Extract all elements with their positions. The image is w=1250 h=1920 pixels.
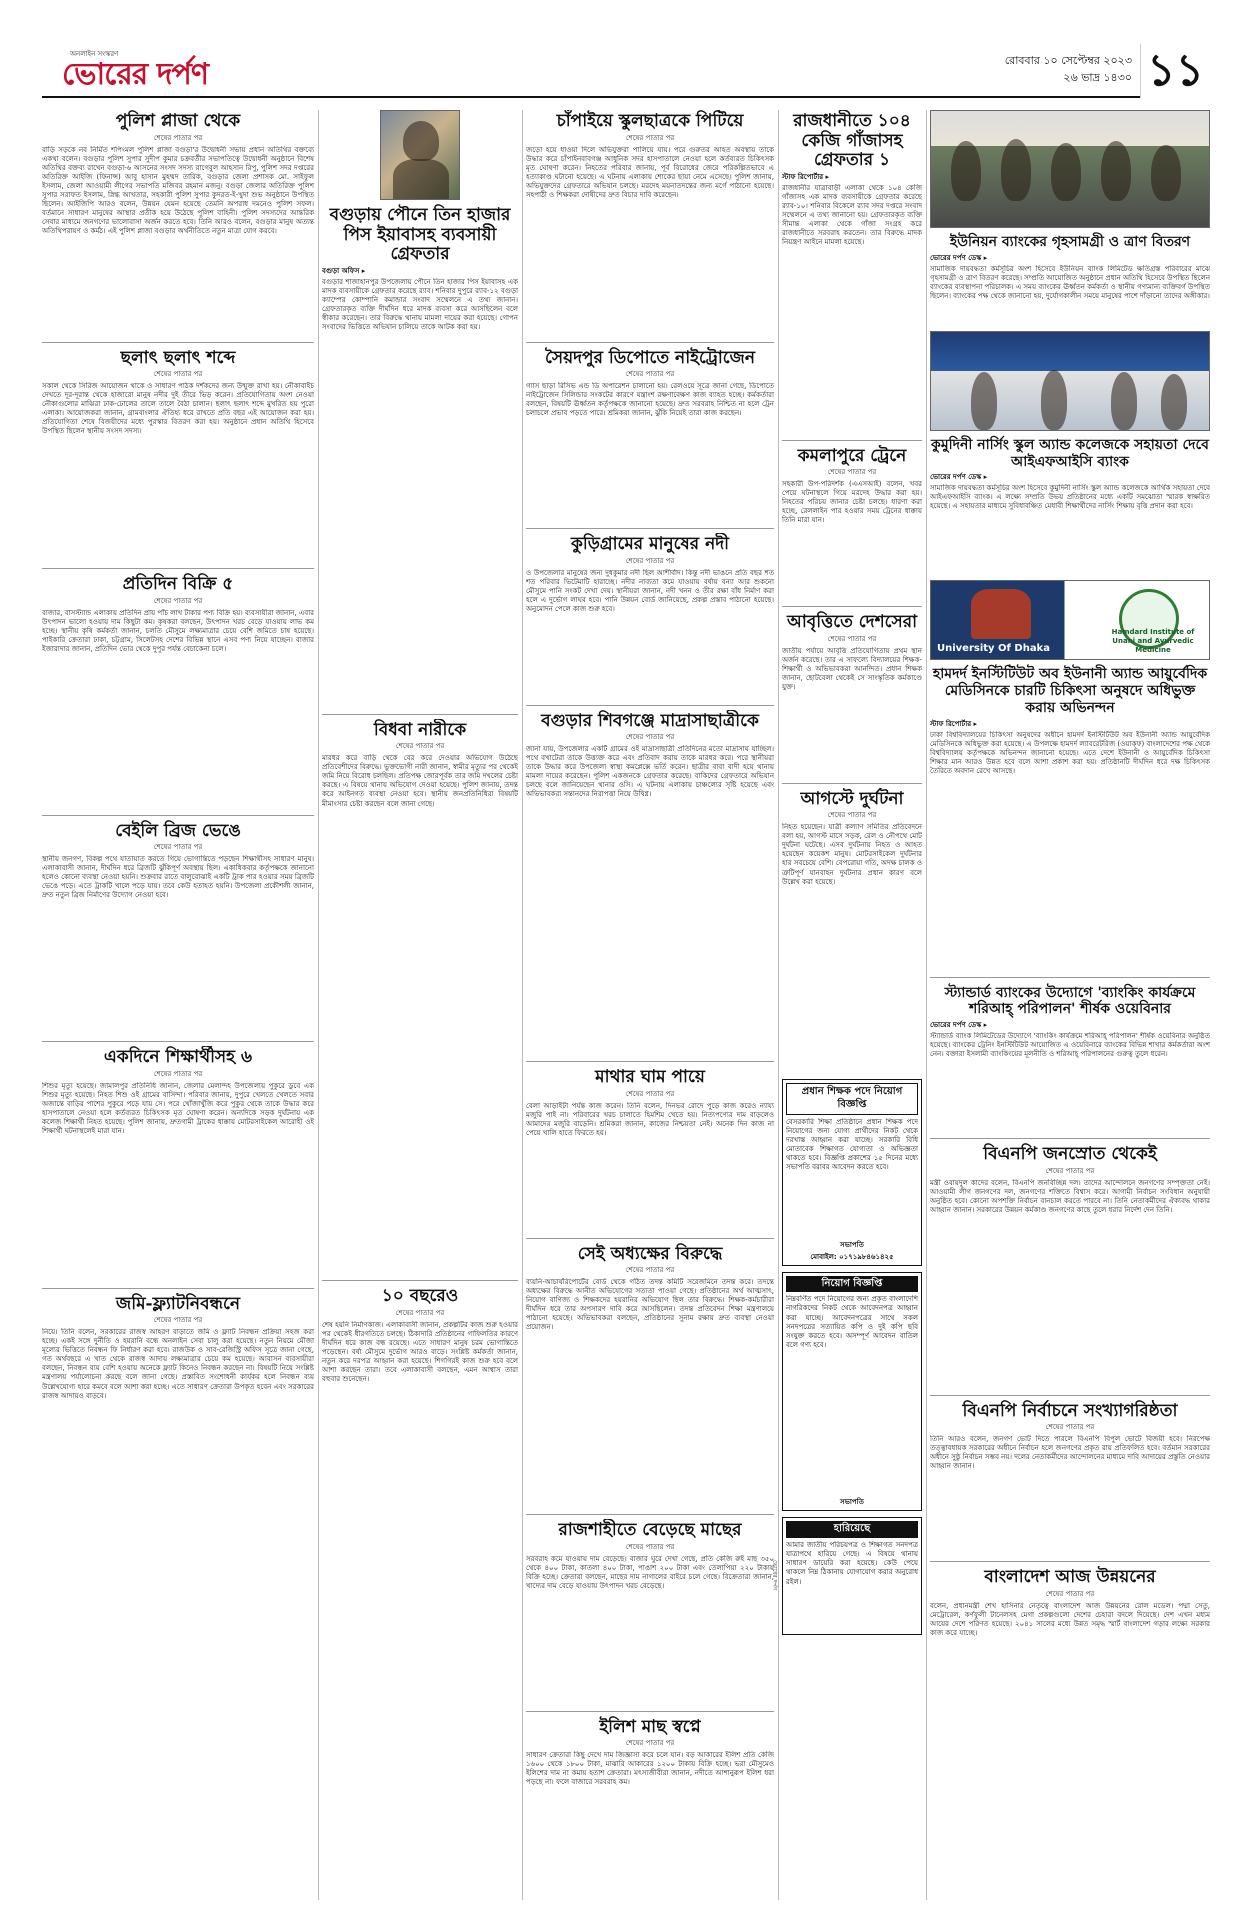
headline[interactable]: চাঁপাইয়ে স্কুলছাত্রকে পিটিয়ে <box>556 111 744 131</box>
headline[interactable]: একদিনে শিক্ষার্থীসহ ৬ <box>103 1047 253 1067</box>
headline[interactable]: ১০ বছরেও <box>381 1286 459 1307</box>
headline[interactable]: প্রতিদিন বিক্রি ৫ <box>122 574 234 594</box>
jump-line: শেষের পাতার পর <box>625 556 675 565</box>
headline[interactable]: কুড়িগ্রামের মানুষের নদী <box>570 534 730 554</box>
article-principal[interactable] <box>526 1243 774 1509</box>
headline[interactable]: সেই অধ্যক্ষের বিরুদ্ধে <box>577 1243 723 1264</box>
headline[interactable]: বিএনপি নির্বাচনে সংখ্যাগরিষ্ঠতা <box>962 1400 1178 1421</box>
headline[interactable]: মাথার ঘাম পায়ে <box>595 1067 705 1087</box>
divider <box>930 977 1210 978</box>
divider <box>42 1288 314 1289</box>
article-kurigram-river[interactable] <box>526 533 774 699</box>
byline: স্টাফ রিপোর্টার ▸ <box>782 172 830 181</box>
headline[interactable]: ইলিশ মাছ স্বপ্নে <box>599 1716 701 1737</box>
article-splash-sound[interactable] <box>42 347 314 563</box>
jump-line: শেষের পাতার পর <box>153 596 203 605</box>
person-silhouette <box>403 121 439 161</box>
headline[interactable]: বিধবা নারীকে <box>373 719 467 740</box>
person-body <box>393 159 449 200</box>
article-body: স্থানীয় জনগণ, বিকল্প পথে যাতায়াত করতে গিয়ে ভোগান্তিতে পড়ছেন শিক্ষার্থীসহ সাধারণ মানুষ। এলাকাবাসী জানান, দীর্ঘদিন ধরে ব্রিজটি ঝুঁকিপূর্ণ অবস্থায় ছিল। একাধিকবার কর্তৃপক্ষকে জানানো হলেও কোনো ব্যবস্থা নেওয়া হয়নি। শুক্রবার রাতে বালুবোঝাই একটি ট্রাক পার হওয়ার সময় ব্রিজটি ভেঙে পড়ে। এতে ট্রাকটি খালে পড়ে যায়। তবে কেউ হতাহত হয়নি। উপজেলা প্রকৌশলী জানান, দ্রুত নতুন ব্রিজ নির্মাণের উদ্যোগ নেওয়া হবে। <box>42 855 314 900</box>
article-body: ঢাকা বিশ্ববিদ্যালয়ের চিকিৎসা অনুষদের অধীনে হামদর্দ ইনস্টিটিউট অব ইউনানী অ্যান্ড আয়ুর্বেদিক মেডিসিনকে অধিভুক্ত করা হয়েছে। এ উপলক্ষে হামদর্দ ল্যাবরেটরিজ (ওয়াক্ফ) বাংলাদেশের পক্ষ থেকে বিশ্ববিদ্যালয় কর্তৃপক্ষকে অভিনন্দন জানানো হয়েছে। এতে দেশে ইউনানী ও আয়ুর্বেদিক চিকিৎসা শিক্ষার মান আরও উন্নত হবে বলে আশা প্রকাশ করা হয়। প্রতিষ্ঠানটি দীর্ঘদিন ধরে দক্ষ চিকিৎসক তৈরিতে অবদান রেখে আসছে। <box>930 730 1210 776</box>
article-body: শিশুর মৃত্যু হয়েছে। জামালপুর প্রতিনিধি জানান, জেলার মেলান্দহ উপজেলায় পুকুরে ডুবে এক শিশুর মৃত্যু হয়েছে। নিহত শিশু ওই গ্রামের বাসিন্দা। পরিবার জানায়, দুপুরে খেলতে খেলতে সবার অজান্তে বাড়ির পাশের পুকুরে পড়ে যায় সে। পরে খোঁজাখুঁজি করে পুকুর থেকে তাকে উদ্ধার করে হাসপাতালে নেওয়া হলে কর্তব্যরত চিকিৎসক মৃত ঘোষণা করেন। অন্যদিকে সড়ক দুর্ঘটনায় এক কলেজ শিক্ষার্থী নিহত হয়েছে। পুলিশ জানায়, দ্রুতগামী ট্রাকের ধাক্কায় মোটরসাইকেল আরোহী ওই শিক্ষার্থী ঘটনাস্থলেই মারা যান। <box>42 1081 314 1135</box>
article-widow[interactable] <box>322 719 518 1275</box>
person-silhouette <box>1051 143 1081 201</box>
article-bnp-majority[interactable] <box>930 1400 1210 1556</box>
divider <box>42 342 314 343</box>
divider <box>322 1280 518 1281</box>
article-body: সরবরাহ কমে যাওয়ায় দাম বেড়েছে। বাজার ঘুরে দেখা গেছে, প্রতি কেজি রুই মাছ ৩৫০ থেকে ৪০০ টাকা, কাতলা ৪০০ টাকা, পাঙাশ ২০০ টাকা এবং তেলাপিয়া ২২০ টাকায় বিক্রি হচ্ছে। ক্রেতারা বলছেন, মাছের দাম নাগালের বাইরে চলে গেছে। বিক্রেতারা জানান, খাদ্যের দাম বেড়ে যাওয়ায় উৎপাদন খরচ বেড়েছে। <box>526 1554 774 1590</box>
article-body: নিহত হয়েছেন। যাত্রী কল্যাণ সমিতির প্রতিবেদনে বলা হয়, আগস্ট মাসে সড়ক, রেল ও নৌপথে মোট দুর্ঘটনা ঘটেছে। এসব দুর্ঘটনায় নিহত ও আহত হয়েছেন কয়েকশ মানুষ। মোটরসাইকেল দুর্ঘটনার হার সবচেয়ে বেশি। বেপরোয়া গতি, অদক্ষ চালক ও ত্রুটিপূর্ণ যানবাহন দুর্ঘটনার প্রধান কারণ বলে উল্লেখ করা হয়েছে। <box>782 823 922 886</box>
column-5 <box>930 110 1210 1900</box>
photo-ific-mou[interactable] <box>930 331 1210 431</box>
jump-line: শেষের পাতার পর <box>153 133 203 142</box>
column-3 <box>526 110 774 1900</box>
photo-union-bank-relief[interactable] <box>930 110 1210 228</box>
divider <box>42 815 314 816</box>
ad-title: প্রধান শিক্ষক পদে নিয়োগ বিজ্ঞপ্তি <box>786 1083 918 1115</box>
article-rajshahi-fish[interactable] <box>526 1519 774 1705</box>
person-silhouette <box>1101 141 1131 201</box>
divider <box>930 1138 1210 1139</box>
divider <box>782 606 922 607</box>
hamdard-label: Hamdard Institute of Unani and Ayurvedic Medicine <box>1111 628 1195 655</box>
du-building-image <box>971 589 1031 639</box>
ad-recruitment[interactable] <box>782 1272 922 1512</box>
jump-line: শেষের পাতার পর <box>153 843 203 852</box>
article-bnp-crowd[interactable] <box>930 1143 1210 1389</box>
jump-line: শেষের পাতার পর <box>1045 1423 1095 1432</box>
jump-line: শেষের পাতার পর <box>395 742 445 751</box>
divider <box>42 568 314 569</box>
article-body: মন্ত্রী ওবায়দুল কাদের বলেন, বিএনপি জনবিচ্ছিন্ন দল। তাদের আন্দোলনে জনগণের সম্পৃক্ততা নেই। আওয়ামী লীগ জনগণের দল, জনগণের শক্তিতে বিশ্বাস করে। আগামী নির্বাচন সংবিধান অনুযায়ী অনুষ্ঠিত হবে। কোনো অপশক্তি নির্বাচন বানচাল করতে পারবে না। তিনি নেতাকর্মীদের ঐক্যবদ্ধ থাকার আহ্বান জানান। সরকারের উন্নয়ন কর্মকাণ্ড জনগণের কাছে তুলে ধরার নির্দেশ দেন তিনি। <box>930 1178 1210 1214</box>
headline[interactable]: স্ট্যান্ডার্ড ব্যাংকের উদ্যোগে 'ব্যাংকিং কার্যক্রমে শরিআহ্ পরিপালন' শীর্ষক ওয়েবিনার <box>944 984 1196 1018</box>
ad-headteacher-recruitment[interactable] <box>782 1079 922 1266</box>
headline[interactable]: ছলাৎ ছলাৎ শব্দে <box>120 347 236 368</box>
jump-line: শেষের পাতার পর <box>153 370 203 379</box>
article-shibganj-student[interactable] <box>526 710 774 1056</box>
column-divider <box>926 110 927 1900</box>
article-bailey-bridge[interactable] <box>42 820 314 1036</box>
jump-line: শেষের পাতার পর <box>625 1739 675 1748</box>
jump-line: শেষের পাতার পর <box>1045 1166 1095 1175</box>
article-body: সামাজিক দায়বদ্ধতা কর্মসূচির অংশ হিসেবে কুমুদিনী নার্সিং স্কুল অ্যান্ড কলেজকে আর্থিক সহায়তা দেবে আইএফআইসি ব্যাংক। এ লক্ষ্যে সম্প্রতি উভয় প্রতিষ্ঠানের মধ্যে একটি সমঝোতা স্মারক স্বাক্ষরিত হয়েছে। এ সহায়তার মাধ্যমে সুবিধাবঞ্চিত মেধাবী শিক্ষার্থীদের নার্সিং শিক্ষায় বৃত্তি প্রদান করা হবে। <box>930 484 1210 511</box>
article-ten-years[interactable] <box>322 1285 518 1861</box>
divider <box>526 528 774 529</box>
divider <box>526 342 774 343</box>
person-silhouette <box>1111 372 1137 430</box>
divider <box>526 705 774 706</box>
byline: ভোরের দর্পণ ডেস্ক ▸ <box>930 253 988 262</box>
article-ific-kumudini[interactable] <box>930 434 1210 575</box>
ad-title: হারিয়েছে <box>786 1521 918 1538</box>
date-bengali: ২৬ ভাদ্র ১৪৩০ <box>1063 71 1132 84</box>
newspaper-logo[interactable]: ভোরের দর্পণ <box>62 57 208 92</box>
article-body: শেষ হয়নি নির্মাণকাজ। এলাকাবাসী জানান, প্রকল্পটির কাজ শুরু হওয়ার পর থেকেই ধীরগতিতে চলছে। ঠিকাদারি প্রতিষ্ঠানের গাফিলতির কারণে দীর্ঘদিন ধরে কাজ বন্ধ রয়েছে। এতে সাধারণ মানুষ চরম ভোগান্তিতে পড়েছেন। বর্ষা মৌসুমে দুর্ভোগ আরও বাড়ে। সংশ্লিষ্ট কর্মকর্তা জানান, নতুন করে দরপত্র আহ্বান করা হয়েছে। শিগগিরই কাজ শুরু হবে বলে আশা করছেন তারা। তবে এলাকাবাসী বলছেন, এমন আশ্বাস তারা বহুবার শুনেছেন। <box>322 1320 518 1384</box>
article-body: বগুড়ার শাজাহানপুর উপজেলায় পৌনে তিন হাজার পিস ইয়াবাসহ এক মাদক ব্যবসায়ীকে গ্রেফতার করেছে র‍্যাব। শনিবার দুপুরে র‍্যাব-১২ বগুড়া ক্যাম্পের কোম্পানি কমান্ডার সংবাদ সম্মেলনে এ তথ্য জানান। গ্রেফতারকৃত ব্যক্তি দীর্ঘদিন ধরে মাদক ব্যবসা করে আসছিলেন বলে স্বীকার করেছেন। তার বিরুদ্ধে থানায় মামলা দায়ের করা হয়েছে। গোপন সংবাদের ভিত্তিতে অভিযান চালিয়ে তাকে আটক করা হয়। <box>322 277 518 332</box>
article-bangladesh-development[interactable] <box>930 1566 1210 1762</box>
headline[interactable]: আবৃত্তিতে দেশসেরা <box>786 612 918 633</box>
divider <box>782 440 922 441</box>
headline[interactable]: বগুড়ায় পৌনে তিন হাজার পিস ইয়াবাসহ ব্যবসায়ী গ্রেফতার <box>329 205 511 265</box>
jump-line: শেষের পাতার পর <box>625 1266 675 1275</box>
jump-line: শেষের পাতার পর <box>827 811 877 820</box>
masthead <box>42 45 1210 98</box>
headline[interactable]: রাজশাহীতে বেড়েছে মাছের <box>558 1520 742 1540</box>
divider <box>526 1238 774 1239</box>
article-land-flat-registration[interactable] <box>42 1293 314 1769</box>
article-yaba-arrest[interactable] <box>322 204 518 708</box>
jump-line: শেষের পাতার পর <box>153 1316 203 1325</box>
article-body: তিনি আরও বলেন, জনগণ ভোট দিতে পারলে বিএনপি বিপুল ভোটে বিজয়ী হবে। নিরপেক্ষ তত্ত্বাবধায়ক সরকারের অধীনে নির্বাচন হলে জনগণের প্রকৃত রায় প্রতিফলিত হবে। বর্তমান সরকারের অধীনে সুষ্ঠু নির্বাচন সম্ভব নয়। দলের নেতাকর্মীদের আন্দোলনের মাধ্যমে দাবি আদায়ের প্রস্তুতি নেওয়ার আহ্বান জানান। <box>930 1435 1210 1471</box>
person-silhouette <box>1041 370 1067 430</box>
article-body: বলেন, প্রধানমন্ত্রী শেখ হাসিনার নেতৃত্বে বাংলাদেশ আজ উন্নয়নের রোল মডেল। পদ্মা সেতু, মেট্রোরেল, কর্ণফুলী টানেলসহ মেগা প্রকল্পগুলো দেশের চেহারা বদলে দিয়েছে। দেশ এখন মধ্যম আয়ের দেশে পরিণত হয়েছে। ২০৪১ সালের মধ্যে উন্নত সমৃদ্ধ স্মার্ট বাংলাদেশ গড়ার লক্ষ্যে সরকার কাজ করে যাচ্ছে। <box>930 1601 1210 1637</box>
article-body: রাজধানীর যাত্রাবাড়ী এলাকা থেকে ১০৪ কেজি গাঁজাসহ এক মাদক ব্যবসায়ীকে গ্রেফতার করেছে র‍্যাব-১০। শনিবার বিকেলে র‍্যাব সদর দপ্তরে সংবাদ সম্মেলনে এ তথ্য জানানো হয়। গ্রেফতারকৃত ব্যক্তি সীমান্ত এলাকা থেকে গাঁজা সংগ্রহ করে রাজধানীতে সরবরাহ করতেন। তার বিরুদ্ধে মাদক নিয়ন্ত্রণ আইনে মামলা হয়েছে। <box>782 183 922 247</box>
article-sweat[interactable] <box>526 1066 774 1232</box>
article-body: বাড়ি সড়কে নব নির্মিত শপিংমল পুলিশ প্লাজা বগুড়া'র উদ্বোধনী সভায় প্রধান অতিথির বক্তব্যে একথা বলেন। বগুড়ার পুলিশ সুপার সুদীপ কুমার চক্রবর্তীর সভাপতিত্বে উদ্বোধনী অনুষ্ঠানে বিশেষ অতিথির বক্তব্য রাখেন বগুড়া-৬ আসনের সংসদ সদস্য রাগেবুল আহসান রিপু, পুলিশ সদর দপ্তরের অতিরিক্ত আইজি (ফিনান্স) আবু হাসান মুহম্মদ তারিক, বগুড়ার জেলা প্রশাসক মো. সাইফুল ইসলাম, জেলা আওয়ামী লীগের সভাপতি মজিবর রহমান মজনু। বগুড়া জেলার অতিরিক্ত পুলিশ সুপার সরাফত ইসলাম, স্নিগ্ধ আখতার, সহকারী পুলিশ সুপার কুদরত-ই-খুদা শুভ অনুষ্ঠানে উপস্থিত ছিলেন। আইজিপি আরও বলেন, উন্নয়ন যেমন হয়েছে তেমনি অপরাধ দমনেও পুলিশ সফল। বর্তমানে সাধারণ মানুষের আস্থার প্রতীক হয়ে উঠেছে পুলিশ বাহিনী। পুলিশ সদস্যদের আন্তরিক সেবার মাধ্যমে জনগণের ভালোবাসা অর্জন করতে হবে। তিনি আরও বলেন, বগুড়ার মানুষ অত্যন্ত অতিথিপরায়ণ ও কর্মঠ। এই পুলিশ প্লাজা বগুড়ার অর্থনীতিতে নতুন মাত্রা যোগ করবে। <box>42 145 314 236</box>
divider <box>322 714 518 715</box>
ad-signature: সভাপতি <box>840 1240 864 1249</box>
byline: বগুড়া অফিস ▸ <box>322 266 366 275</box>
byline: স্টাফ রিপোর্টার ▸ <box>930 719 978 728</box>
edge-vertical-text: ভোরের দর্পণ <box>771 1560 778 1591</box>
jump-line: শেষের পাতার পর <box>625 733 675 742</box>
article-six-deaths[interactable] <box>42 1046 314 1282</box>
column-2 <box>322 110 518 1900</box>
divider <box>526 1514 774 1515</box>
column-4 <box>782 110 922 1900</box>
article-nitrogen-depot[interactable] <box>526 347 774 523</box>
person-silhouette <box>951 141 981 201</box>
jump-line: শেষের পাতার পর <box>827 468 877 477</box>
jump-line: শেষের পাতার পর <box>625 370 675 379</box>
page-number: ১১ <box>1140 44 1210 98</box>
byline: ভোরের দর্পণ ডেস্ক ▸ <box>930 1021 988 1030</box>
article-recitation[interactable] <box>782 611 922 777</box>
ad-body: বেসরকারি শিক্ষা প্রতিষ্ঠানে প্রধান শিক্ষক পদে নিয়োগের জন্য যোগ্য প্রার্থীদের নিকট থেকে দরখাস্ত আহ্বান করা যাচ্ছে। সরকারি বিধি মোতাবেক শিক্ষাগত যোগ্যতা ও অভিজ্ঞতা থাকতে হবে। বিজ্ঞপ্তি প্রকাশের ১৫ দিনের মধ্যে সভাপতি বরাবর আবেদন করতে হবে। <box>786 1117 918 1172</box>
divider <box>930 1561 1210 1562</box>
headline[interactable]: কমলাপুরে ট্রেনে <box>797 445 907 466</box>
ad-title: নিয়োগ বিজ্ঞপ্তি <box>786 1276 918 1293</box>
column-divider <box>522 110 523 1900</box>
column-divider <box>318 110 319 1900</box>
article-hamdard[interactable] <box>930 663 1210 970</box>
headline[interactable]: বিএনপি জনস্রোত থেকেই <box>983 1144 1157 1165</box>
jump-line: শেষের পাতার পর <box>625 1089 675 1098</box>
ad-body: আমার জাতীয় পরিচয়পত্র ও শিক্ষাগত সনদপত্র যাত্রাপথে হারিয়ে গেছে। এ বিষয়ে থানায় সাধারণ ডায়েরি করা হয়েছে। কেউ পেয়ে থাকলে নিম্ন ঠিকানায় যোগাযোগ করার অনুরোধ রইল। <box>786 1541 918 1586</box>
jump-line: শেষের পাতার পর <box>153 1069 203 1078</box>
headline[interactable]: পুলিশ প্লাজা থেকে <box>115 111 241 131</box>
article-body: জানা যায়, উপজেলার একটি গ্রামের ওই মাদ্রাসাছাত্রী প্রতিদিনের মতো মাদ্রাসায় যাচ্ছিল। পথে বখাটেরা তাকে উত্ত্যক্ত করে এবং প্রতিবাদ করায় তাকে মারধর করে। পরে স্থানীয়রা তাকে উদ্ধার করে উপজেলা স্বাস্থ্য কমপ্লেক্সে ভর্তি করেন। ছাত্রীর বাবা বাদী হয়ে থানায় মামলা দায়ের করেছেন। পুলিশ একজনকে গ্রেফতার করেছে। বাকিদের গ্রেফতারে অভিযান চলছে বলে জানিয়েছেন থানার ওসি। এ ঘটনায় এলাকায় চাঞ্চল্যের সৃষ্টি হয়েছে এবং অভিভাবকরা সন্তানদের নিরাপত্তা নিয়ে উদ্বিগ্ন। <box>526 745 774 799</box>
dateline <box>882 54 1132 88</box>
jump-line: শেষের পাতার পর <box>1045 1589 1095 1598</box>
article-body: বাজার, বাসস্ট্যান্ড এলাকায় প্রতিদিন প্রায় পাঁচ লাখ টাকার পণ্য বিক্রি হয়। ব্যবসায়ীরা জানান, এবার উৎপাদন ভালো হওয়ায় দাম কিছুটা কম। কৃষকরা বলছেন, উৎপাদন খরচ বেড়ে যাওয়ায় লাভ কম হচ্ছে। স্থানীয় কৃষি কর্মকর্তা জানান, চলতি মৌসুমে লক্ষ্যমাত্রার চেয়ে বেশি জমিতে চাষ হয়েছে। পাইকারি ক্রেতারা ঢাকা, চট্টগ্রাম, সিলেটসহ দেশের বিভিন্ন স্থানে এসব পণ্য নিয়ে যাচ্ছেন। বাজার ইজারাদার জানান, প্রতিদিন ভোর থেকে দুপুর পর্যন্ত বেচাকেনা চলে। <box>42 608 314 653</box>
article-body: সামাজিক দায়বদ্ধতা কর্মসূচির অংশ হিসেবে ইউনিয়ন ব্যাংক লিমিটেড ক্ষতিগ্রস্ত পরিবারের মাঝে গৃহসামগ্রী ও ত্রাণ বিতরণ করেছে। সম্প্রতি আয়োজিত অনুষ্ঠানে প্রধান অতিথি হিসেবে উপস্থিত ছিলেন ব্যাংকের ব্যবস্থাপনা পরিচালক। এ সময় ব্যাংকের ঊর্ধ্বতন কর্মকর্তা ও স্থানীয় গণ্যমান্য ব্যক্তিবর্গ উপস্থিত ছিলেন। ব্যাংকের পক্ষ থেকে জানানো হয়, দুর্যোগকালীন সময়ে মানুষের পাশে দাঁড়ানো তাদের অঙ্গীকার। <box>930 264 1210 301</box>
article-august-accidents[interactable] <box>782 788 922 1074</box>
person-silhouette <box>1151 145 1181 201</box>
article-body: গ্যাস ছাড়া রিসিভ এন্ড ডি অপারেশন চালানো হয়। রেলওয়ে সূত্রে জানা গেছে, ডিপোতে নাইট্রোজেন সিলিন্ডার সংকটের কারণে যন্ত্রাংশ রক্ষণাবেক্ষণ কাজ ব্যাহত হচ্ছে। কর্মকর্তারা বলছেন, বিষয়টি ঊর্ধ্বতন কর্তৃপক্ষকে জানানো হয়েছে। দ্রুত সরবরাহ নিশ্চিত না হলে ট্রেন চলাচলে প্রভাব পড়তে পারে। শ্রমিকরা জানান, ঝুঁকি নিয়েই তারা কাজ করছেন। <box>526 382 774 418</box>
article-daily-sales[interactable] <box>42 573 314 809</box>
headline[interactable]: হামদর্দ ইনস্টিটিউট অব ইউনানী অ্যান্ড আয়ুর্বেদিক মেডিসিনকে চারটি চিকিৎসা অনুষদে অধিভুক্ত করায় অভিনন্দন <box>932 666 1208 716</box>
photo-arrested-person[interactable] <box>380 110 460 200</box>
ad-phone: মোবাইল: ০১৭১৯৮৪৬১৪২৫ <box>810 1252 894 1261</box>
date-english: রোববার ১০ সেপ্টেম্বর ২০২৩ <box>1004 54 1132 67</box>
du-label: University Of Dhaka <box>937 642 1050 654</box>
article-union-bank[interactable] <box>930 231 1210 325</box>
article-hilsa[interactable] <box>526 1716 774 1862</box>
divider <box>526 1061 774 1062</box>
headline[interactable]: সৈয়দপুর ডিপোতে নাইট্রোজেন <box>545 347 755 368</box>
article-body: মারধর করে বাড়ি থেকে বের করে দেওয়ার অভিযোগ উঠেছে প্রতিবেশীদের বিরুদ্ধে। ভুক্তভোগী নারী জানান, স্বামীর মৃত্যুর পর থেকেই জমি নিয়ে বিরোধ চলছিল। প্রতিপক্ষ জোরপূর্বক তার জমি দখলের চেষ্টা করছে। এ বিষয়ে থানায় অভিযোগ দেওয়া হয়েছে। পুলিশ জানায়, তদন্ত করে আইনগত ব্যবস্থা নেওয়া হবে। স্থানীয় জনপ্রতিনিধিরা বিষয়টি মীমাংসার চেষ্টা করছেন বলে জানা গেছে। <box>322 754 518 808</box>
divider <box>930 1395 1210 1396</box>
divider <box>782 783 922 784</box>
headline[interactable]: ইউনিয়ন ব্যাংকের গৃহসামগ্রী ও ত্রাণ বিতরণ <box>949 234 1191 250</box>
headline[interactable]: জমি-ফ্ল্যাটনিবন্ধনে <box>116 1293 240 1314</box>
article-body: সহকারী উপ-পরিদর্শক (এএসআই) বলেন, খবর পেয়ে ঘটনাস্থলে গিয়ে মরদেহ উদ্ধার করা হয়। নিহতের পরিচয় জানার চেষ্টা চলছে। ধারণা করা হচ্ছে, রেললাইন পার হওয়ার সময় ট্রেনের ধাক্কায় তিনি মারা যান। <box>782 480 922 525</box>
headline[interactable]: বগুড়ার শিবগঞ্জে মাদ্রাসাছাত্রীকে <box>541 710 759 731</box>
headline[interactable]: আগস্টে দুর্ঘটনা <box>800 788 904 809</box>
article-body: নিয়ে। তিনি বলেন, সরকারের রাজস্ব আহরণ বাড়াতে জমি ও ফ্ল্যাট নিবন্ধন প্রক্রিয়া সহজ করা হচ্ছে। একই সঙ্গে দুর্নীতি ও হয়রানি বন্ধে অনলাইন সেবা চালু করা হয়েছে। নতুন নিয়মে মৌজা মূল্যের ভিত্তিতে নিবন্ধন ফি নির্ধারণ করা হবে। রাজউক ও সাব-রেজিস্ট্রি অফিস সূত্রে জানা গেছে, গত অর্থবছরে এ খাত থেকে রাজস্ব আদায় লক্ষ্যমাত্রার চেয়ে কম হয়েছে। আবাসন ব্যবসায়ীরা বলছেন, নিবন্ধন ব্যয় বেশি হওয়ায় অনেকে ফ্ল্যাট কিনেও নিবন্ধন করছেন না। বিষয়টি নিয়ে সংশ্লিষ্ট মন্ত্রণালয় পর্যালোচনা করছে বলে জানা গেছে। প্রস্তাবিত সংশোধনী কার্যকর হলে নিবন্ধন ব্যয় উল্লেখযোগ্য হারে কমবে বলে আশা করা হচ্ছে। এতে সাধারণ ক্রেতারা উপকৃত হবেন এবং সরকারের রাজস্ব আদায়ও বাড়বে। <box>42 1328 314 1400</box>
article-body: সাধারণ ক্রেতারা কিছু দেখে দাম জিজ্ঞাসা করে চলে যান। বড় আকারের ইলিশ প্রতি কেজি ১৬০০ থেকে ১৮০০ টাকা, মাঝারি আকারের ১২০০ টাকায় বিক্রি হচ্ছে। ভরা মৌসুমেও ইলিশের দাম না কমায় হতাশ ক্রেতারা। মৎস্যজীবীরা জানান, নদীতে আশানুরূপ ইলিশ ধরা পড়ছে না। ফলে বাজারে সরবরাহ কম। <box>526 1751 774 1787</box>
article-body: ব্যয়নি-আচার্যরিপোর্টের বোর্ড থেকে গঠিত তদন্ত কমিটি সরেজমিনে তদন্ত করে। তদন্তে অধ্যক্ষের বিরুদ্ধে আনীত অভিযোগের সত্যতা পাওয়া গেছে। প্রতিষ্ঠানের অর্থ আত্মসাৎ, নিয়োগ বাণিজ্য ও শিক্ষকদের হয়রানির অভিযোগ ছিল তার বিরুদ্ধে। শিক্ষক-কর্মচারীরা দীর্ঘদিন ধরে তার অপসারণ দাবি করে আসছিলেন। তদন্ত প্রতিবেদন শিক্ষা মন্ত্রণালয়ে পাঠানো হয়েছে। অভিভাবকরা বলছেন, প্রতিষ্ঠানের সুনাম রক্ষায় দ্রুত ব্যবস্থা নেওয়া প্রয়োজন। <box>526 1278 774 1332</box>
ad-body: নিম্নবর্ণিত পদে নিয়োগের জন্য প্রকৃত বাংলাদেশি নাগরিকদের নিকট থেকে আবেদনপত্র আহ্বান করা যাচ্ছে। আবেদনপত্রের সাথে সকল সনদপত্রের সত্যায়িত কপি ও দুই কপি ছবি সংযুক্ত করতে হবে। অসম্পূর্ণ আবেদন বাতিল বলে গণ্য হবে। <box>786 1295 918 1349</box>
article-kamalapur-train[interactable] <box>782 445 922 601</box>
article-body: বেলা আড়াইটা পর্যন্ত কাজ করেন। তিনি বলেন, দিনভর রোদে পুড়ে কাজ করেও ন্যায্য মজুরি পাই না। পরিবারের খরচ চালাতে হিমশিম খেতে হয়। নিত্যপণ্যের দাম বাড়লেও আমাদের মজুরি বাড়েনি। শ্রমিকরা জানান, কাজের নিশ্চয়তা নেই। অনেক দিন কাজ না পেয়ে খালি হাতে ফিরতে হয়। <box>526 1101 774 1137</box>
headline[interactable]: বেইলি ব্রিজ ভেঙে <box>115 820 241 841</box>
article-body: জড়ো হয়ে ধাওয়া দিলে অভিযুক্তরা পালিয়ে যায়। পরে গুরুতর আহত অবস্থায় তাকে উদ্ধার করে চাঁপাইনবাবগঞ্জ আধুনিক সদর হাসপাতালে নেওয়া হলে কর্তব্যরত চিকিৎসক মৃত ঘোষণা করেন। নিহতের পরিবার জানায়, পূর্ব বিরোধের জেরে পরিকল্পিতভাবে এ হত্যাকাণ্ড ঘটানো হয়েছে। এ ঘটনায় এলাকায় শোকের ছায়া নেমে এসেছে। পুলিশ জানায়, অভিযুক্তদের গ্রেফতারে অভিযান চলছে। মরদেহ ময়নাতদন্তের জন্য মর্গে পাঠানো হয়েছে। সহপাঠী ও শিক্ষকরা দোষীদের দ্রুত বিচার দাবি করেছেন। <box>526 145 774 199</box>
article-body: ও উপজেলার মানুষের জন্য দুধকুমার নদী ছিল আশীর্বাদ। কিন্তু নদী ভাঙনে প্রতি বছর শত শত পরিবার ভিটেমাটি হারাচ্ছে। নদীর নাব্যতা কমে যাওয়ায় বর্ষায় বন্যা আর শুকনো মৌসুমে পানি সংকট দেখা দেয়। স্থানীয়রা জানান, নদী খনন ও তীর রক্ষা বাঁধ নির্মাণ করা হলে এ দুর্ভোগ লাঘব হবে। পানি উন্নয়ন বোর্ড জানিয়েছে, প্রকল্প প্রস্তাব পাঠানো হয়েছে। অনুমোদন পেলে কাজ শুরু হবে। <box>526 568 774 613</box>
column-divider <box>778 110 779 1900</box>
person-silhouette <box>971 372 997 430</box>
jump-line: শেষের পাতার পর <box>827 634 877 643</box>
headline[interactable]: রাজধানীতে ১০৪ কেজি গাঁজাসহ গ্রেফতার ১ <box>793 111 911 171</box>
person-silhouette <box>1161 374 1187 430</box>
article-chapai-student[interactable] <box>526 110 774 336</box>
jump-line: শেষের পাতার পর <box>625 1542 675 1551</box>
person-silhouette <box>1001 139 1031 201</box>
article-body: স্ট্যান্ডার্ড ব্যাংক লিমিটেডের উদ্যোগে 'ব্যাংকিং কার্যক্রমে শরিআহ্ পরিপালন' শীর্ষক ওয়েবিনার অনুষ্ঠিত হয়েছে। ব্যাংকের ট্রেনিং ইনস্টিটিউট আয়োজিত এ ওয়েবিনারে ব্যাংকের বিভিন্ন শাখার কর্মকর্তারা অংশ নেন। বক্তারা ইসলামী ব্যাংকিংয়ের মূলনীতি ও শরিআহ্ পরিপালনের গুরুত্ব তুলে ধরেন। <box>930 1032 1210 1059</box>
column-1 <box>42 110 314 1900</box>
jump-line: শেষের পাতার পর <box>625 133 675 142</box>
divider <box>42 1041 314 1042</box>
article-ganja-arrest[interactable] <box>782 110 922 434</box>
headline[interactable]: বাংলাদেশ আজ উন্নয়নের <box>984 1567 1156 1588</box>
article-standard-bank[interactable] <box>930 982 1210 1133</box>
headline[interactable]: কুমুদিনী নার্সিং স্কুল অ্যান্ড কলেজকে সহায়তা দেবে আইএফআইসি ব্যাংক <box>931 436 1209 470</box>
jump-line: শেষের পাতার পর <box>395 1308 445 1317</box>
article-police-plaza[interactable] <box>42 110 314 336</box>
ad-lost-notice[interactable] <box>782 1517 922 1635</box>
article-body: সকাল থেকে সিরিজ আয়োজন থাকে ও সাধারণ পাঠক দর্শকদের জন্য উন্মুক্ত রাখা হয়। নৌকাবাইচ দেখতে দূর-দূরান্ত থেকে হাজারো মানুষ নদীর দুই তীরে ভিড় করেন। প্রতিযোগিতায় অংশ নেওয়া নৌকাগুলোর মাঝিরা ঢাক-ঢোলের তালে তালে বৈঠা চালান। ছলাৎ ছলাৎ শব্দে মুখরিত হয় পুরো এলাকা। আয়োজকরা জানান, গ্রামবাংলার ঐতিহ্য ধরে রাখতে প্রতি বছর এই আয়োজন করা হয়। প্রতিযোগিতা শেষে বিজয়ীদের মধ্যে পুরস্কার বিতরণ করা হয়। অনুষ্ঠানে প্রধান অতিথি হিসেবে উপস্থিত ছিলেন স্থানীয় সংসদ সদস্য। <box>42 382 314 436</box>
article-body: জাতীয় পর্যায়ে আবৃত্তি প্রতিযোগিতায় প্রথম স্থান অর্জন করেছে। তার এ সাফল্যে বিদ্যালয়ের শিক্ষক-শিক্ষার্থী ও অভিভাবকরা আনন্দিত। প্রধান শিক্ষক জানান, ছোটবেলা থেকেই সে সাংস্কৃতিক কর্মকাণ্ডে যুক্ত। <box>782 646 922 691</box>
divider <box>526 1711 774 1712</box>
ad-signature: সভাপতি <box>840 1498 864 1507</box>
byline: ভোরের দর্পণ ডেস্ক ▸ <box>930 473 988 482</box>
photo-du-hamdard[interactable] <box>930 580 1210 660</box>
logo-kicker: অনলাইন সংস্করণ <box>70 50 119 58</box>
